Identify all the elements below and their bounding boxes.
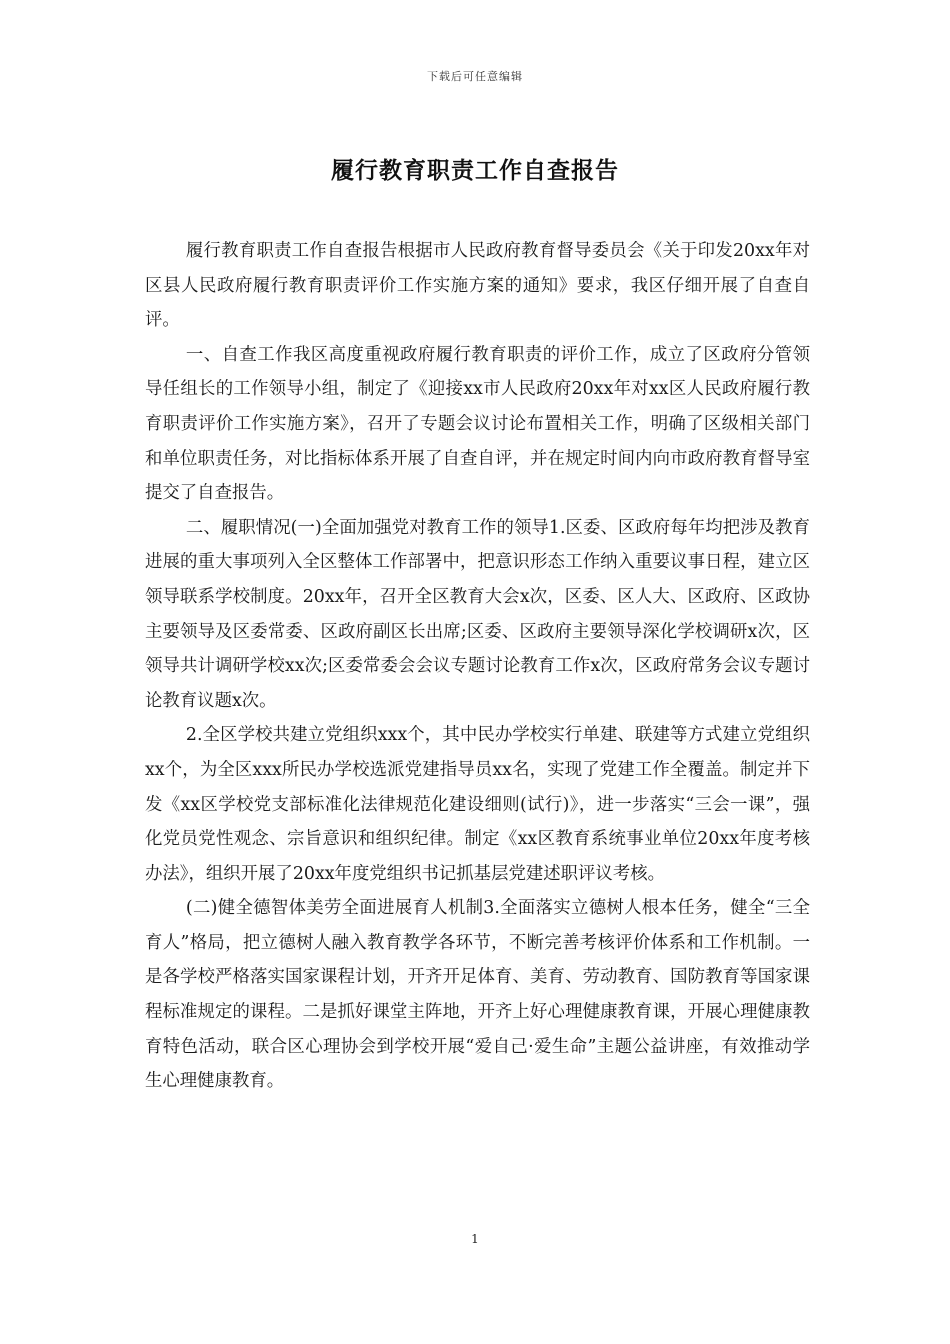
page-number: 1	[471, 1232, 479, 1246]
paragraph-duty-performance: 二、履职情况(一)全面加强党对教育工作的领导1.区委、区政府每年均把涉及教育进展的重大事项列入全区整体工作部署中，把意识形态工作纳入重要议事日程，建立区领导联系学校制度。20xx年，召开全区教育大会x次，区委、区人大、区政府、区政协主要领导及区委常委、区政府副区长出席;区委、区政府主要领导深化学校调研x次，区领导共计调研学校xx次;区委常委会会议专题讨论教育工作x次，区政府常务会议专题讨论教育议题x次。	[145, 517, 810, 711]
paragraph-intro: 履行教育职责工作自查报告根据市人民政府教育督导委员会《关于印发20xx年对区县人民政府履行教育职责评价工作实施方案的通知》要求，我区仔细开展了自查自评。	[145, 241, 810, 331]
document-body	[145, 234, 810, 1099]
paragraph-self-check: 一、自查工作我区高度重视政府履行教育职责的评价工作，成立了区政府分管领导任组长的工作领导小组，制定了《迎接xx市人民政府20xx年对xx区人民政府履行教育职责评价工作实施方案》，召开了专题会议讨论布置相关工作，明确了区级相关部门和单位职责任务，对比指标体系开展了自查自评，并在规定时间内向市政府教育督导室提交了自查报告。	[145, 344, 810, 504]
paragraph-party-organization: 2.全区学校共建立党组织xxx个，其中民办学校实行单建、联建等方式建立党组织xx个，为全区xxx所民办学校选派党建指导员xx名，实现了党建工作全覆盖。制定并下发《xx区学校党支部标准化法律规范化建设细则(试行)》，进一步落实“三会一课”，强化党员党性观念、宗旨意识和组织纪律。制定《xx区教育系统事业单位20xx年度考核办法》，组织开展了20xx年度党组织书记抓基层党建述职评议考核。	[145, 725, 810, 884]
header-note: 下载后可任意编辑	[427, 70, 523, 83]
document-title: 履行教育职责工作自查报告	[331, 158, 619, 184]
paragraph-education-mechanism: (二)健全德智体美劳全面进展育人机制3.全面落实立德树人根本任务，健全“三全育人”格局，把立德树人融入教育教学各环节，不断完善考核评价体系和工作机制。一是各学校严格落实国家课程计划，开齐开足体育、美育、劳动教育、国防教育等国家课程标准规定的课程。二是抓好课堂主阵地，开齐上好心理健康教育课，开展心理健康教育特色活动，联合区心理协会到学校开展“爱自己·爱生命”主题公益讲座，有效推动学生心理健康教育。	[145, 898, 810, 1092]
